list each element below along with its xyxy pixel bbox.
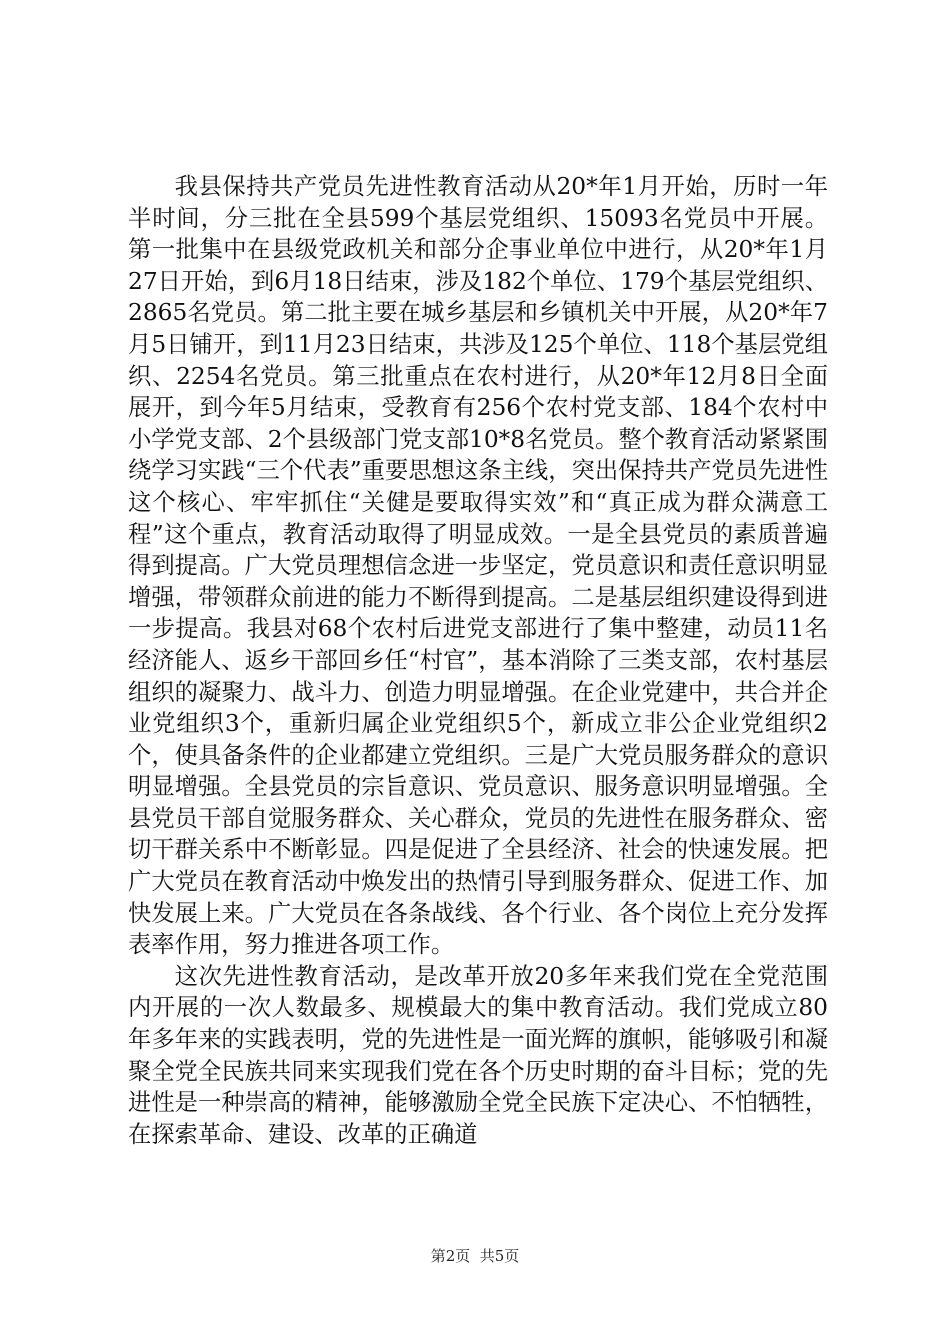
paragraph-2: 这次先进性教育活动，是改革开放20多年来我们党在全党范围内开展的一次人数最多、规模最大的集中教育活动。我们党成立80年多年来的实践表明，党的先进性是一面光辉的旗帜，能够吸引和凝聚全党全民族共同来实现我们党在各个历史时期的奋斗目标；党的先进性是一种崇高的精神，能够激励全党全民族下定决心、不怕牺牲，在探索革命、建设、改革的正确道: [128, 962, 828, 1148]
paragraph-1: 我县保持共产党员先进性教育活动从20*年1月开始，历时一年半时间，分三批在全县599个基层党组织、15093名党员中开展。第一批集中在县级党政机关和部分企事业单位中进行，从20*年1月27日开始，到6月18日结束，涉及182个单位、179个基层党组织、2865名党员。第二批主要在城乡基层和乡镇机关中开展，从20*年7月5日铺开，到11月23日结束，共涉及125个单位、118个基层党组织、2254名党员。第三批重点在农村进行，从20*年12月8日全面展开，到今年5月结束，受教育有256个农村党支部、184个农村中小学党支部、2个县级部门党支部10*8名党员。整个教育活动紧紧围绕学习实践“三个代表”重要思想这条主线，突出保持共产党员先进性这个核心、牢牢抓住“关健是要取得实效”和“真正成为群众满意工程”这个重点，教育活动取得了明显成效。一是全县党员的素质普遍得到提高。广大党员理想信念进一步坚定，党员意识和责任意识明显增强，带领群众前进的能力不断得到提高。二是基层组织建设得到进一步提高。我县对68个农村后进党支部进行了集中整建，动员11名经济能人、返乡干部回乡任“村官”，基本消除了三类支部，农村基层组织的凝聚力、战斗力、创造力明显增强。在企业党建中，共合并企业党组织3个，重新归属企业党组织5个，新成立非公企业党组织2个，使具备条件的企业都建立党组织。三是广大党员服务群众的意识明显增强。全县党员的宗旨意识、党员意识、服务意识明显增强。全县党员干部自觉服务群众、关心群众，党员的先进性在服务群众、密切干群关系中不断彰显。四是促进了全县经济、社会的快速发展。把广大党员在教育活动中焕发出的热情引导到服务群众、促进工作、加快发展上来。广大党员在各条战线、各个行业、各个岗位上充分发挥表率作用，努力推进各项工作。: [128, 173, 828, 959]
document-body: [128, 171, 828, 1150]
page-number-footer: 第2页 共5页: [430, 1247, 520, 1265]
